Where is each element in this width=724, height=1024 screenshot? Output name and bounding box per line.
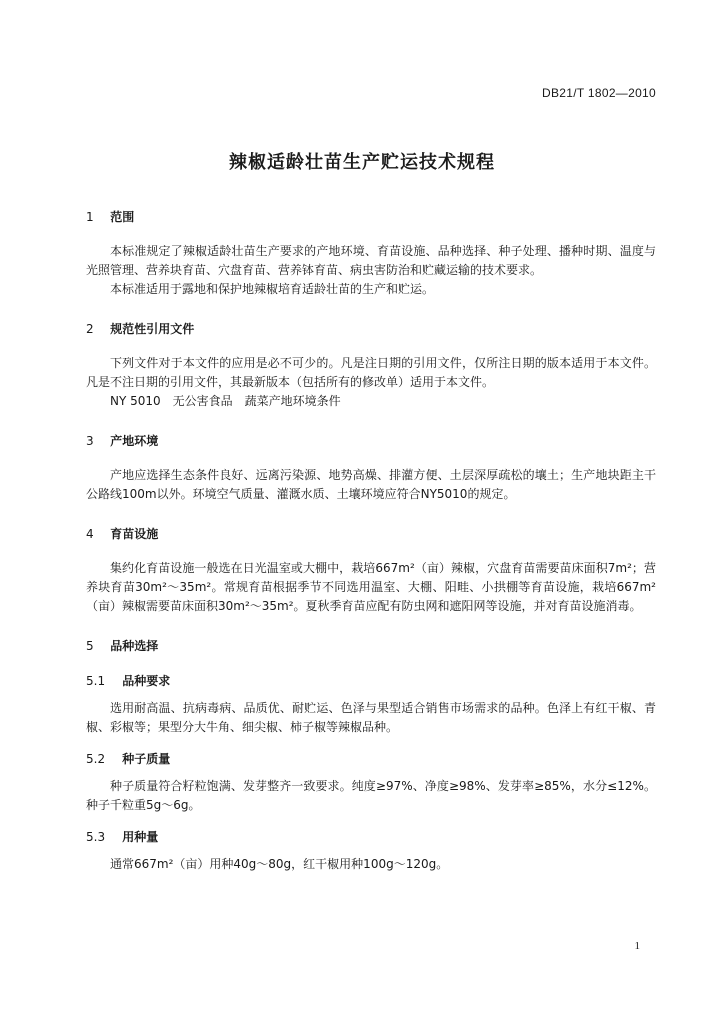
section-number: 4 [86,527,94,541]
section-heading-2 [86,319,656,339]
section-heading-3 [86,431,656,451]
subsection-heading-5-1 [86,671,656,691]
section-heading-4 [86,524,656,544]
section-paragraph: 下列文件对于本文件的应用是必不可少的。凡是注日期的引用文件，仅所注日期的版本适用于本文件。凡是不注日期的引用文件，其最新版本（包括所有的修改单）适用于本文件。 [86,356,656,389]
section-title: 规范性引用文件 [110,322,195,336]
subsection-heading-5-2 [86,749,656,769]
page-number: 1 [634,940,640,952]
subsection-heading-5-3 [86,827,656,847]
section-title: 品种选择 [110,639,159,653]
section-paragraph: 本标准规定了辣椒适龄壮苗生产要求的产地环境、育苗设施、品种选择、种子处理、播种时期、温度与光照管理、营养块育苗、穴盘育苗、营养钵育苗、病虫害防治和贮藏运输的技术要求。 [86,244,656,277]
section-title: 范围 [110,210,135,224]
document-code: DB21/T 1802—2010 [542,86,656,100]
document-title: 辣椒适龄壮苗生产贮运技术规程 [229,152,495,173]
subsection-number: 5.1 [86,674,106,688]
subsection-number: 5.2 [86,752,106,766]
section-number: 3 [86,434,94,448]
section-heading-5 [86,636,656,656]
normative-reference: NY 5010 无公害食品 蔬菜产地环境条件 [110,394,341,408]
section-number: 5 [86,639,94,653]
subsection-number: 5.3 [86,830,106,844]
subsection-title: 用种量 [122,830,159,844]
section-title: 育苗设施 [110,527,159,541]
section-heading-1 [86,207,656,227]
subsection-title: 种子质量 [122,752,171,766]
section-paragraph: 本标准适用于露地和保护地辣椒培育适龄壮苗的生产和贮运。 [110,282,435,296]
section-paragraph: 产地应选择生态条件良好、远离污染源、地势高燥、排灌方便、土层深厚疏松的壤土；生产地块距主干公路线100m以外。环境空气质量、灌溉水质、土壤环境应符合NY5010的规定。 [86,468,656,501]
subsection-paragraph: 种子质量符合籽粒饱满、发芽整齐一致要求。纯度≥97%、净度≥98%、发芽率≥85%，水分≤12%。种子千粒重5g～6g。 [86,779,656,812]
section-number: 1 [86,210,94,224]
section-number: 2 [86,322,94,336]
section-paragraph: 集约化育苗设施一般选在日光温室或大棚中，栽培667m²（亩）辣椒，穴盘育苗需要苗床面积7m²；营养块育苗30m²～35m²。常规育苗根据季节不同选用温室、大棚、阳畦、小拱棚等育苗设施，栽培667m²（亩）辣椒需要苗床面积30m²～35m²。夏秋季育苗应配有防虫网和遮阳网等设施，并对育苗设施消毒。 [86,561,656,613]
document-body [86,207,656,874]
section-title: 产地环境 [110,434,159,448]
subsection-paragraph: 通常667m²（亩）用种40g～80g，红干椒用种100g～120g。 [110,857,449,871]
subsection-paragraph: 选用耐高温、抗病毒病、品质优、耐贮运、色泽与果型适合销售市场需求的品种。色泽上有红干椒、青椒、彩椒等；果型分大牛角、细尖椒、柿子椒等辣椒品种。 [86,701,656,734]
subsection-title: 品种要求 [122,674,171,688]
